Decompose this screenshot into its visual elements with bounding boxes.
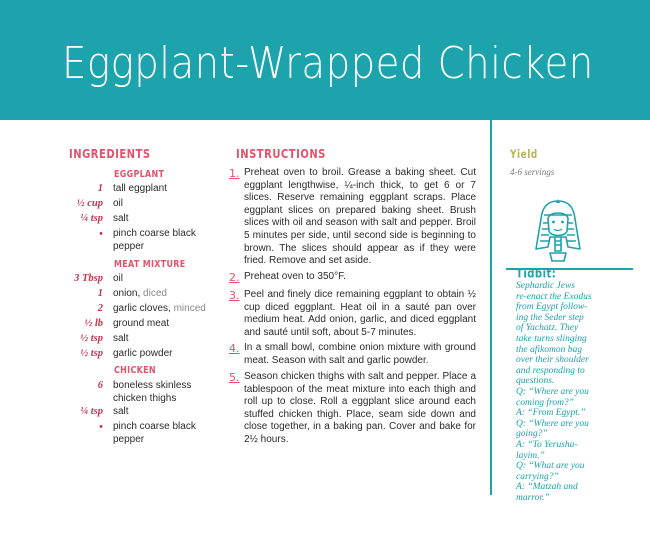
yield-value: 4-6 servings <box>510 167 555 177</box>
ingredient-name: boneless skinless chicken thighs <box>113 380 192 404</box>
ingredient-qty: ½ tsp <box>80 333 103 344</box>
step-number: 4. <box>229 342 240 355</box>
bullet-icon: • <box>99 228 103 240</box>
group-label-chicken: CHICKEN <box>114 364 156 376</box>
ingredient-name: tall eggplant <box>113 183 167 194</box>
tidbit-line: going?” <box>516 429 548 440</box>
ingredient-qty: 2 <box>97 303 103 314</box>
step-text: Preheat oven to 350°F. <box>244 271 346 282</box>
ingredient-name <box>113 303 225 316</box>
step-text: Season chicken thighs with salt and pepper. Place a tablespoon of the meat mixture into each thigh and roll up to close. Roll a eggplant slice around each stuffed chicken thigh. Place, seam side down and close together, in a baking pan. Cover and bake for 2½ hours. <box>244 371 476 445</box>
ingredient-qty: 1 <box>97 183 103 194</box>
group-label-meat-mixture: MEAT MIXTURE <box>114 258 186 270</box>
tidbit-line: of Yachatz. They <box>516 323 579 334</box>
tidbit-text <box>516 281 628 503</box>
ingredient-name: garlic powder <box>113 348 173 359</box>
ingredient-name: oil <box>113 198 124 209</box>
tidbit-line: coming from?” <box>516 397 574 408</box>
ingredient-qty: ½ tsp <box>80 348 103 359</box>
ingredient-note: diced <box>143 288 167 299</box>
ingredient-name: salt <box>113 213 129 224</box>
step-text: Peel and finely dice remaining eggplant to obtain ½ cup diced eggplant. Heat oil in a sauté pan over medium heat. Add onion, garlic, and diced eggplant and sauté until soft, about 5-7 minutes. <box>244 289 476 338</box>
ingredient-name: ground meat <box>113 318 170 329</box>
tidbit-line: Q: “Where are you <box>516 386 589 397</box>
ingredient-name: pinch coarse black pepper <box>113 228 196 252</box>
ingredient-name: pinch coarse black pepper <box>113 421 196 445</box>
step-text: In a small bowl, combine onion mixture with ground meat. Season with salt and garlic powder. <box>244 342 476 366</box>
sidebar-divider <box>490 120 492 495</box>
group-label-eggplant: EGGPLANT <box>114 168 165 180</box>
tidbit-line: carrying?” <box>516 471 559 482</box>
tidbit-line: questions. <box>516 376 555 387</box>
tidbit-line: over their shoulder <box>516 355 589 366</box>
tidbit-line: A: “From Egypt.” <box>516 408 586 419</box>
step-text: Preheat oven to broil. Grease a baking sheet. Cut eggplant lengthwise, ¼-inch thick, to get 6 or 7 slices. Reserve remaining eggplant scraps. Place eggplant slices on prepared baking sheet. Brush slices with oil and season with salt and pepper. Broil 5 minutes per side, until second side is beginning to brown. The slices should appear as if they were fried. Remove and set aside. <box>244 167 476 267</box>
ingredient-note: minced <box>173 303 206 314</box>
ingredient-qty: ½ lb <box>84 318 103 329</box>
step-number: 2. <box>229 271 240 284</box>
bullet-icon: • <box>99 421 103 433</box>
tidbit-line: and responding to <box>516 365 585 376</box>
ingredient-name <box>113 288 225 301</box>
ingredient-name: salt <box>113 333 129 344</box>
tidbit-line: A: “Matzah and <box>516 482 578 493</box>
tidbit-line: layim.” <box>516 450 545 461</box>
ingredient-name: salt <box>113 406 129 417</box>
ingredient-qty: 3 Tbsp <box>74 273 103 284</box>
ingredient-name: oil <box>113 273 124 284</box>
tidbit-line: A: “To Yerusha- <box>516 439 578 450</box>
tidbit-line: re-enact the Exodus <box>516 291 592 302</box>
ingredient-qty: ¼ tsp <box>80 406 103 417</box>
tidbit-line: ing the Seder step <box>516 312 584 323</box>
step-number: 5. <box>229 371 240 384</box>
tidbit-line: the afikomon bag <box>516 344 582 355</box>
tidbit-line: Q: “Where are you <box>516 418 589 429</box>
tidbit-line: Q: “What are you <box>516 461 585 472</box>
tidbit-heading: Tidbit: <box>516 268 557 282</box>
ingredient-qty: ¼ tsp <box>80 213 103 224</box>
ingredient-item-text: garlic cloves, <box>113 303 171 314</box>
pharaoh-head-icon <box>528 197 588 265</box>
tidbit-line: Sephardic Jews <box>516 281 576 291</box>
tidbit-line: take turns slinging <box>516 333 587 344</box>
ingredients-heading: INGREDIENTS <box>69 148 151 162</box>
instructions-heading: INSTRUCTIONS <box>236 148 326 162</box>
ingredient-item-text: onion, <box>113 288 141 299</box>
ingredient-qty: 6 <box>97 380 103 391</box>
yield-heading: Yield <box>510 149 538 162</box>
recipe-title: Eggplant-Wrapped Chicken <box>62 38 594 89</box>
ingredient-qty: 1 <box>97 288 103 299</box>
step-number: 1. <box>229 167 240 180</box>
tidbit-line: marror.” <box>516 492 550 503</box>
ingredient-qty: ½ cup <box>76 198 103 209</box>
tidbit-line: from Egypt follow- <box>516 302 588 313</box>
step-number: 3. <box>229 289 240 302</box>
